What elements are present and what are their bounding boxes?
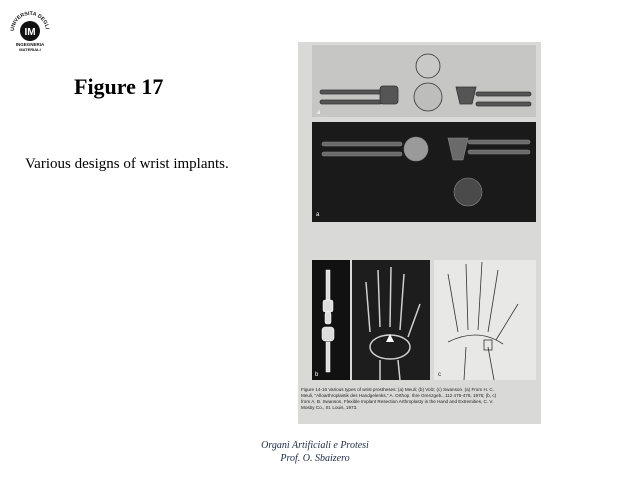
svg-text:IM: IM: [24, 27, 36, 38]
slide-subtitle: Various designs of wrist implants.: [25, 156, 229, 172]
footer-author: Prof. O. Sbaizero: [280, 453, 350, 464]
wrist-implants-figure: [298, 42, 541, 424]
svg-text:UNIVERSITA DEGLI STUDI DI TRIE: UNIVERSITA DEGLI: [9, 10, 50, 32]
figure-caption: Figure 14-16 Various types of wrist prostheses: (a) Meuli; (b) Volz; (c) Swanson. (a) From H. C. Meuli, "Alloarthroplastik des Handgelenks," A. Orthop. Ihre Grenzgeb., 112 476-478, 1975; (b, c) from A. B. Swanson, Flexible Implant Resection Arthroplasty in the Hand and Extremities, C. V. Mosby Co., St. Louis, 1973.: [301, 387, 497, 410]
panel-label-a-bottom: a: [316, 212, 320, 218]
panel-label-c: c: [438, 372, 441, 378]
slide-title: Figure 17: [74, 74, 164, 99]
panel-label-a-top: a: [317, 110, 321, 116]
university-logo: [5, 4, 55, 54]
figure-scan: [298, 42, 541, 424]
university-seal-icon: [5, 4, 55, 54]
svg-text:MATERIALI: MATERIALI: [19, 47, 41, 52]
footer-course: Organi Artificiali e Protesi: [261, 440, 369, 451]
panel-label-b-left: b: [315, 372, 319, 378]
svg-text:INGEGNERIA: INGEGNERIA: [15, 42, 45, 47]
